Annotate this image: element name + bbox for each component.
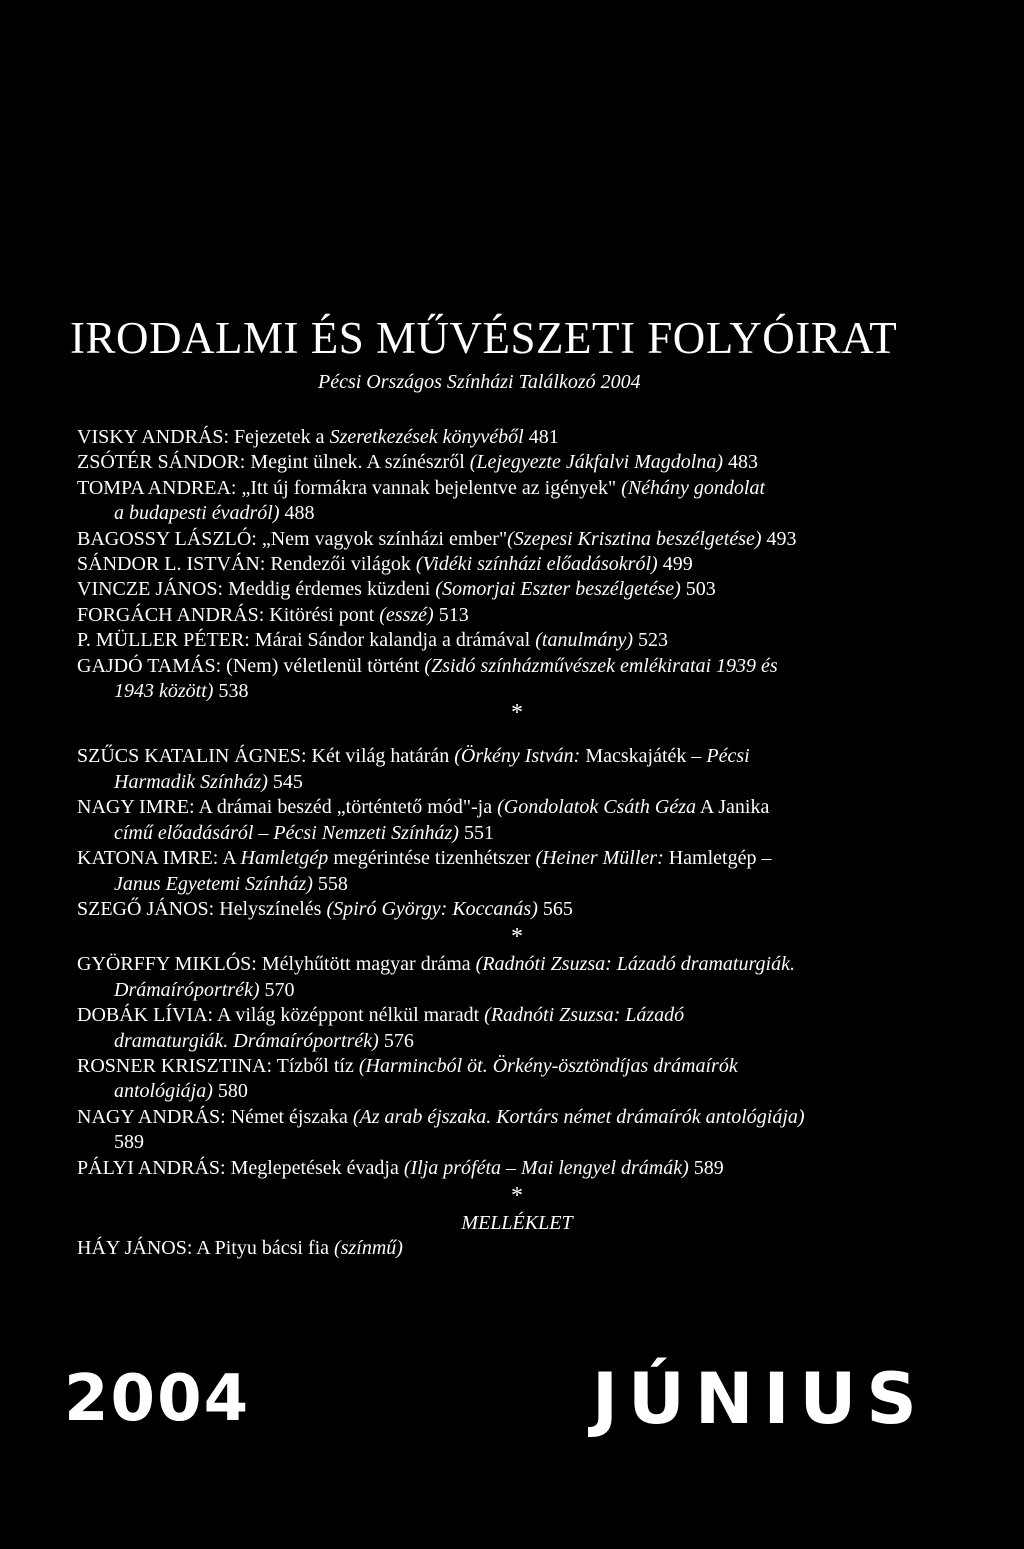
toc-entry-gajdo: GAJDÓ TAMÁS: (Nem) véletlenül történt (Zsidó színházművészek emlékiratai 1939 és 1943 között) 538 bbox=[77, 654, 778, 703]
toc-entry-sandor: SÁNDOR L. ISTVÁN: Rendezői világok (Vidéki színházi előadásokról) 499 bbox=[77, 553, 693, 576]
toc-entry-muller: P. MÜLLER PÉTER: Márai Sándor kalandja a drámával (tanulmány) 523 bbox=[77, 629, 668, 652]
section-separator: * bbox=[511, 700, 523, 727]
issue-subtitle: Pécsi Országos Színházi Találkozó 2004 bbox=[318, 371, 641, 393]
toc-entry-zsoter: ZSÓTÉR SÁNDOR: Megint ülnek. A színészről (Lejegyezte Jákfalvi Magdolna) 483 bbox=[77, 451, 759, 474]
toc-entry-gyorffy: GYÖRFFY MIKLÓS: Mélyhűtött magyar dráma (Radnóti Zsuzsa: Lázadó dramaturgiák. Drámaíróportrék) 570 bbox=[77, 953, 795, 1001]
toc-entry-palyi: PÁLYI ANDRÁS: Meglepetések évadja (Ilja próféta – Mai lengyel drámák) 589 bbox=[77, 1156, 724, 1179]
toc-entry-vincze: VINCZE JÁNOS: Meddig érdemes küzdeni (Somorjai Eszter beszélgetése) 503 bbox=[77, 578, 716, 601]
issue-year: 2004 bbox=[64, 1362, 251, 1436]
toc-entry-nagy-imre: NAGY IMRE: A drámai beszéd „történtető mód"-ja (Gondolatok Csáth Géza A Janika című előadásáról – Pécsi Nemzeti Színház) 551 bbox=[77, 796, 770, 844]
toc-entry-dobak: DOBÁK LÍVIA: A világ középpont nélkül maradt (Radnóti Zsuzsa: Lázadó dramaturgiák. Drámaíróportrék) 576 bbox=[77, 1004, 685, 1052]
section-separator: * bbox=[511, 1182, 523, 1209]
table-of-contents bbox=[77, 425, 957, 1262]
issue-month: JÚNIUS bbox=[592, 1358, 927, 1440]
toc-entry-szucs: SZŰCS KATALIN ÁGNES: Két világ határán (Örkény István: Macskajáték – Pécsi Harmadik Színház) 545 bbox=[77, 745, 750, 793]
supplement-label: MELLÉKLET bbox=[461, 1211, 573, 1234]
toc-entry-bagossy: BAGOSSY LÁSZLÓ: „Nem vagyok színházi ember"(Szepesi Krisztina beszélgetése) 493 bbox=[77, 527, 797, 550]
section-separator: * bbox=[511, 924, 523, 951]
toc-entry-katona: KATONA IMRE: A Hamletgép megérintése tizenhétszer (Heiner Müller: Hamletgép – Janus Egyetemi Színház) 558 bbox=[77, 847, 772, 895]
journal-title: IRODALMI ÉS MŰVÉSZETI FOLYÓIRAT bbox=[70, 313, 898, 363]
toc-entry-rosner: ROSNER KRISZTINA: Tízből tíz (Harmincból öt. Örkény-ösztöndíjas drámaírók antológiája) 580 bbox=[77, 1054, 738, 1103]
toc-entry-tompa: TOMPA ANDREA: „Itt új formákra vannak bejelentve az igények" (Néhány gondolat a budapesti évadról) 488 bbox=[77, 476, 766, 525]
toc-entry-szego: SZEGŐ JÁNOS: Helyszínelés (Spiró György: Koccanás) 565 bbox=[77, 897, 573, 920]
toc-entry-forgach: FORGÁCH ANDRÁS: Kitörési pont (esszé) 513 bbox=[77, 603, 469, 626]
toc-entry-visky: VISKY ANDRÁS: Fejezetek a Szeretkezések könyvéből 481 bbox=[77, 426, 559, 448]
toc-entry-nagy-andras: NAGY ANDRÁS: Német éjszaka (Az arab éjszaka. Kortárs német drámaírók antológiája) 589 bbox=[77, 1105, 805, 1154]
toc-entry-hay: HÁY JÁNOS: A Pityu bácsi fia (színmű) bbox=[77, 1237, 403, 1260]
